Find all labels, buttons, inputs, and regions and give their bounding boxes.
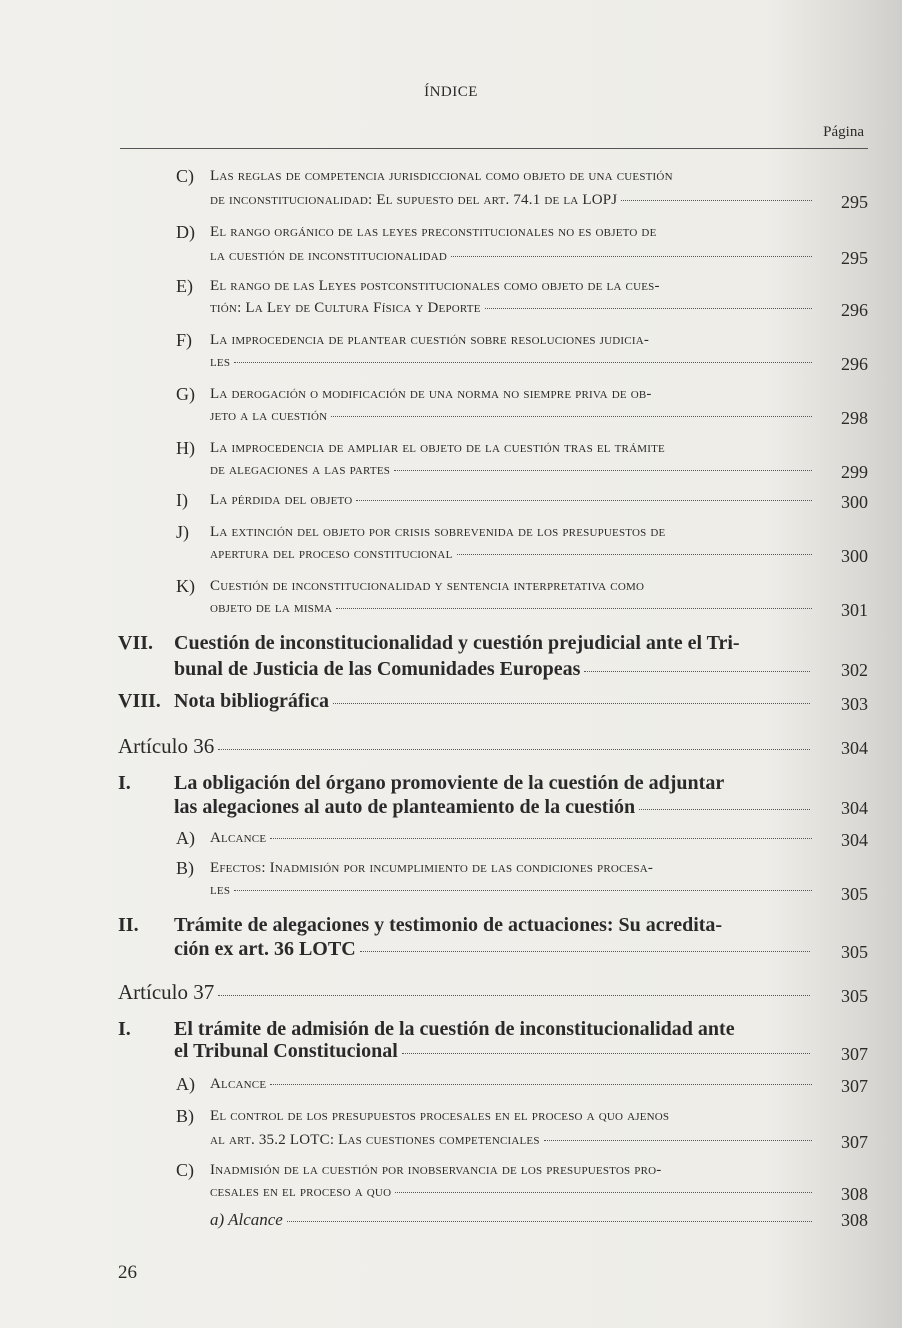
toc-entry-e xyxy=(176,276,868,326)
toc-entry-a-alcance-art37 xyxy=(176,1074,868,1100)
entry-text-line: les xyxy=(210,882,231,898)
entry-text-line: Trámite de alegaciones y testimonio de actuaciones: Su acredita- xyxy=(174,914,723,936)
entry-page-number: 307 xyxy=(841,1076,868,1096)
toc-section-i-art36 xyxy=(118,772,868,826)
toc-entry-k xyxy=(176,576,868,626)
entry-text-line: Efectos: Inadmisión por incumplimiento de las condiciones procesa- xyxy=(210,860,654,876)
entry-text-line: La extinción del objeto por crisis sobrevenida de los presupuestos de xyxy=(210,524,666,540)
page-column-heading: Página xyxy=(823,124,864,140)
entry-label: K) xyxy=(176,576,195,596)
entry-text-line: Artículo 37 xyxy=(118,980,215,1004)
entry-page-number: 301 xyxy=(841,600,868,620)
entry-text-line: La pérdida del objeto xyxy=(210,492,353,508)
entry-text-line: cesales en el proceso a quo xyxy=(210,1184,392,1200)
entry-text-line: La derogación o modificación de una norma no siempre priva de ob- xyxy=(210,386,652,402)
entry-text-line: a) Alcance xyxy=(210,1210,283,1229)
entry-label: B) xyxy=(176,858,194,878)
toc-entry-c xyxy=(176,166,868,216)
toc-entry-c-inadmision xyxy=(176,1160,868,1210)
toc-entry-b-control xyxy=(176,1106,868,1156)
toc-article-36 xyxy=(118,734,868,764)
entry-text-line: tión: La Ley de Cultura Física y Deporte xyxy=(210,300,481,316)
entry-page-number: 296 xyxy=(841,354,868,374)
entry-page-number: 295 xyxy=(841,192,868,212)
entry-page-number: 295 xyxy=(841,248,868,268)
entry-text-line: Alcance xyxy=(210,830,267,846)
toc-section-i-art37 xyxy=(118,1018,868,1072)
entry-page-number: 302 xyxy=(841,660,868,680)
entry-label: I. xyxy=(118,772,131,794)
entry-text-line: Nota bibliográfica xyxy=(174,690,329,712)
toc-section-ii-art36 xyxy=(118,914,868,968)
entry-text-line: La improcedencia de plantear cuestión sobre resoluciones judicia- xyxy=(210,332,650,348)
entry-text-line: Cuestión de inconstitucionalidad y cuestión prejudicial ante el Tri- xyxy=(174,632,740,654)
entry-text-line: ción ex art. 36 LOTC xyxy=(174,938,356,960)
entry-text-line: al art. 35.2 LOTC: Las cuestiones competenciales xyxy=(210,1132,540,1148)
entry-text-line: de alegaciones a las partes xyxy=(210,462,391,478)
entry-text-line: apertura del proceso constitucional xyxy=(210,546,453,562)
entry-label: A) xyxy=(176,828,195,848)
entry-page-number: 296 xyxy=(841,300,868,320)
entry-page-number: 308 xyxy=(841,1210,868,1230)
entry-text-line: las alegaciones al auto de planteamiento de la cuestión xyxy=(174,796,636,818)
entry-page-number: 307 xyxy=(841,1044,868,1064)
toc-subentry-a-alcance xyxy=(210,1208,868,1234)
entry-label: C) xyxy=(176,1160,194,1180)
entry-label: B) xyxy=(176,1106,194,1126)
entry-page-number: 305 xyxy=(841,884,868,904)
entry-label: H) xyxy=(176,438,195,458)
toc-entry-j xyxy=(176,522,868,572)
entry-label: VIII. xyxy=(118,690,161,712)
toc-section-vii xyxy=(118,632,868,686)
entry-page-number: 298 xyxy=(841,408,868,428)
page-folio: 26 xyxy=(118,1262,137,1283)
entry-label: J) xyxy=(176,522,189,542)
toc-entry-i xyxy=(176,490,868,516)
entry-text-line: Las reglas de competencia jurisdiccional como objeto de una cuestión xyxy=(210,168,673,184)
entry-label: G) xyxy=(176,384,195,404)
entry-page-number: 300 xyxy=(841,492,868,512)
entry-page-number: 305 xyxy=(841,942,868,962)
entry-label: D) xyxy=(176,222,195,242)
heading-rule xyxy=(120,148,868,149)
toc-article-37 xyxy=(118,980,868,1010)
entry-page-number: 304 xyxy=(841,830,868,850)
toc-entry-a-alcance xyxy=(176,828,868,854)
entry-text-line: La obligación del órgano promoviente de la cuestión de adjuntar xyxy=(174,772,725,794)
entry-page-number: 305 xyxy=(841,986,868,1006)
entry-text-line: bunal de Justicia de las Comunidades Europeas xyxy=(174,658,581,680)
toc-entry-g xyxy=(176,384,868,434)
entry-page-number: 308 xyxy=(841,1184,868,1204)
entry-text-line: Cuestión de inconstitucionalidad y sentencia interpretativa como xyxy=(210,578,645,594)
toc-entry-f xyxy=(176,330,868,380)
entry-text-line: Artículo 36 xyxy=(118,734,215,758)
toc-entry-b-efectos xyxy=(176,858,868,908)
toc-section-viii xyxy=(118,690,868,718)
entry-text-line: jeto a la cuestión xyxy=(210,408,328,424)
entry-text-line: de inconstitucionalidad: El supuesto del art. 74.1 de la LOPJ xyxy=(210,192,618,208)
entry-page-number: 304 xyxy=(841,738,868,758)
entry-page-number: 299 xyxy=(841,462,868,482)
entry-page-number: 300 xyxy=(841,546,868,566)
entry-text-line: El rango orgánico de las leyes preconstitucionales no es objeto de xyxy=(210,224,657,240)
entry-label: I. xyxy=(118,1018,131,1040)
running-title: ÍNDICE xyxy=(424,84,478,100)
entry-label: F) xyxy=(176,330,193,350)
toc-entry-d xyxy=(176,222,868,272)
entry-text-line: Alcance xyxy=(210,1076,267,1092)
entry-page-number: 307 xyxy=(841,1132,868,1152)
entry-text-line: el Tribunal Constitucional xyxy=(174,1040,398,1062)
entry-page-number: 303 xyxy=(841,694,868,714)
entry-label: VII. xyxy=(118,632,154,654)
entry-label: I) xyxy=(176,490,188,510)
entry-page-number: 304 xyxy=(841,798,868,818)
entry-label: C) xyxy=(176,166,194,186)
entry-label: E) xyxy=(176,276,193,296)
entry-text-line: La improcedencia de ampliar el objeto de la cuestión tras el trámite xyxy=(210,440,665,456)
toc-entry-h xyxy=(176,438,868,488)
entry-text-line: la cuestión de inconstitucionalidad xyxy=(210,248,448,264)
entry-text-line: les xyxy=(210,354,231,370)
entry-text-line: Inadmisión de la cuestión por inobservancia de los presupuestos pro- xyxy=(210,1162,662,1178)
entry-text-line: El trámite de admisión de la cuestión de inconstitucionalidad ante xyxy=(174,1018,735,1040)
entry-text-line: El control de los presupuestos procesales en el proceso a quo ajenos xyxy=(210,1108,670,1124)
entry-text-line: El rango de las Leyes postconstitucionales como objeto de la cues- xyxy=(210,278,660,294)
entry-text-line: objeto de la misma xyxy=(210,600,333,616)
entry-label: A) xyxy=(176,1074,195,1094)
entry-label: II. xyxy=(118,914,139,936)
